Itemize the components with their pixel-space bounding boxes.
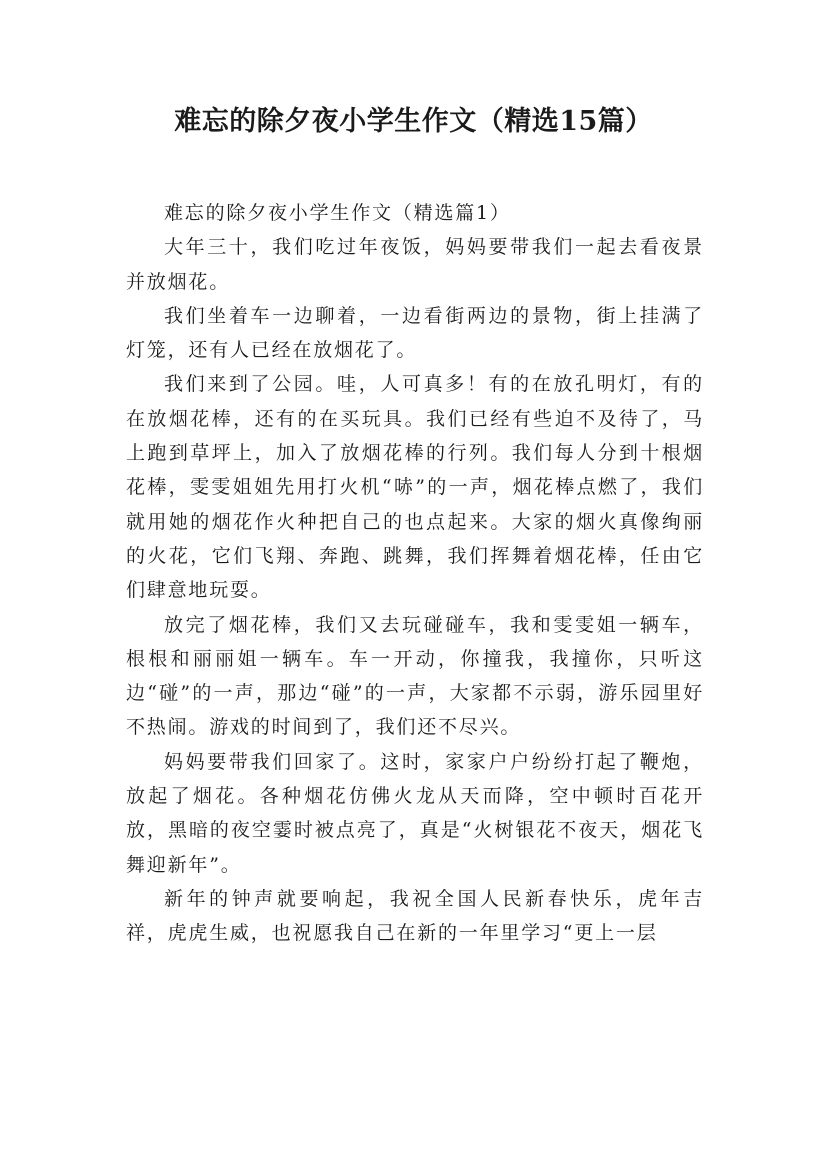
section-subtitle: 难忘的除夕夜小学生作文（精选篇1） <box>164 202 511 224</box>
paragraph-2: 我们坐着车一边聊着，一边看街两边的景物，街上挂满了灯笼，还有人已经在放烟花了。 <box>126 304 704 362</box>
paragraph-3: 我们来到了公园。哇，人可真多！有的在放孔明灯，有的在放烟花棒，还有的在买玩具。我们已经有些迫不及待了，马上跑到草坪上，加入了放烟花棒的行列。我们每人分到十根烟花棒，雯雯姐姐先用打火机“哧”的一声，烟花棒点燃了，我们就用她的烟花作火种把自己的也点起来。大家的烟火真像绚丽的火花，它们飞翔、奔跑、跳舞，我们挥舞着烟花棒，任由它们肆意地玩耍。 <box>126 373 704 602</box>
document-title: 难忘的除夕夜小学生作文（精选15篇） <box>174 106 653 137</box>
paragraph-6: 新年的钟声就要响起，我祝全国人民新春快乐，虎年吉祥，虎虎生威，也祝愿我自己在新的一年里学习“更上一层 <box>126 887 704 945</box>
paragraph-5: 妈妈要带我们回家了。这时，家家户户纷纷打起了鞭炮，放起了烟花。各种烟花仿佛火龙从天而降，空中顿时百花开放，黑暗的夜空霎时被点亮了，真是“火树银花不夜天，烟花飞舞迎新年”。 <box>126 750 704 876</box>
document-body <box>126 196 704 951</box>
paragraph-4: 放完了烟花棒，我们又去玩碰碰车，我和雯雯姐一辆车，根根和丽丽姐一辆车。车一开动，你撞我，我撞你，只听这边“碰”的一声，那边“碰”的一声，大家都不示弱，游乐园里好不热闹。游戏的时间到了，我们还不尽兴。 <box>126 613 704 739</box>
paragraph-1: 大年三十，我们吃过年夜饭，妈妈要带我们一起去看夜景并放烟花。 <box>126 236 704 293</box>
